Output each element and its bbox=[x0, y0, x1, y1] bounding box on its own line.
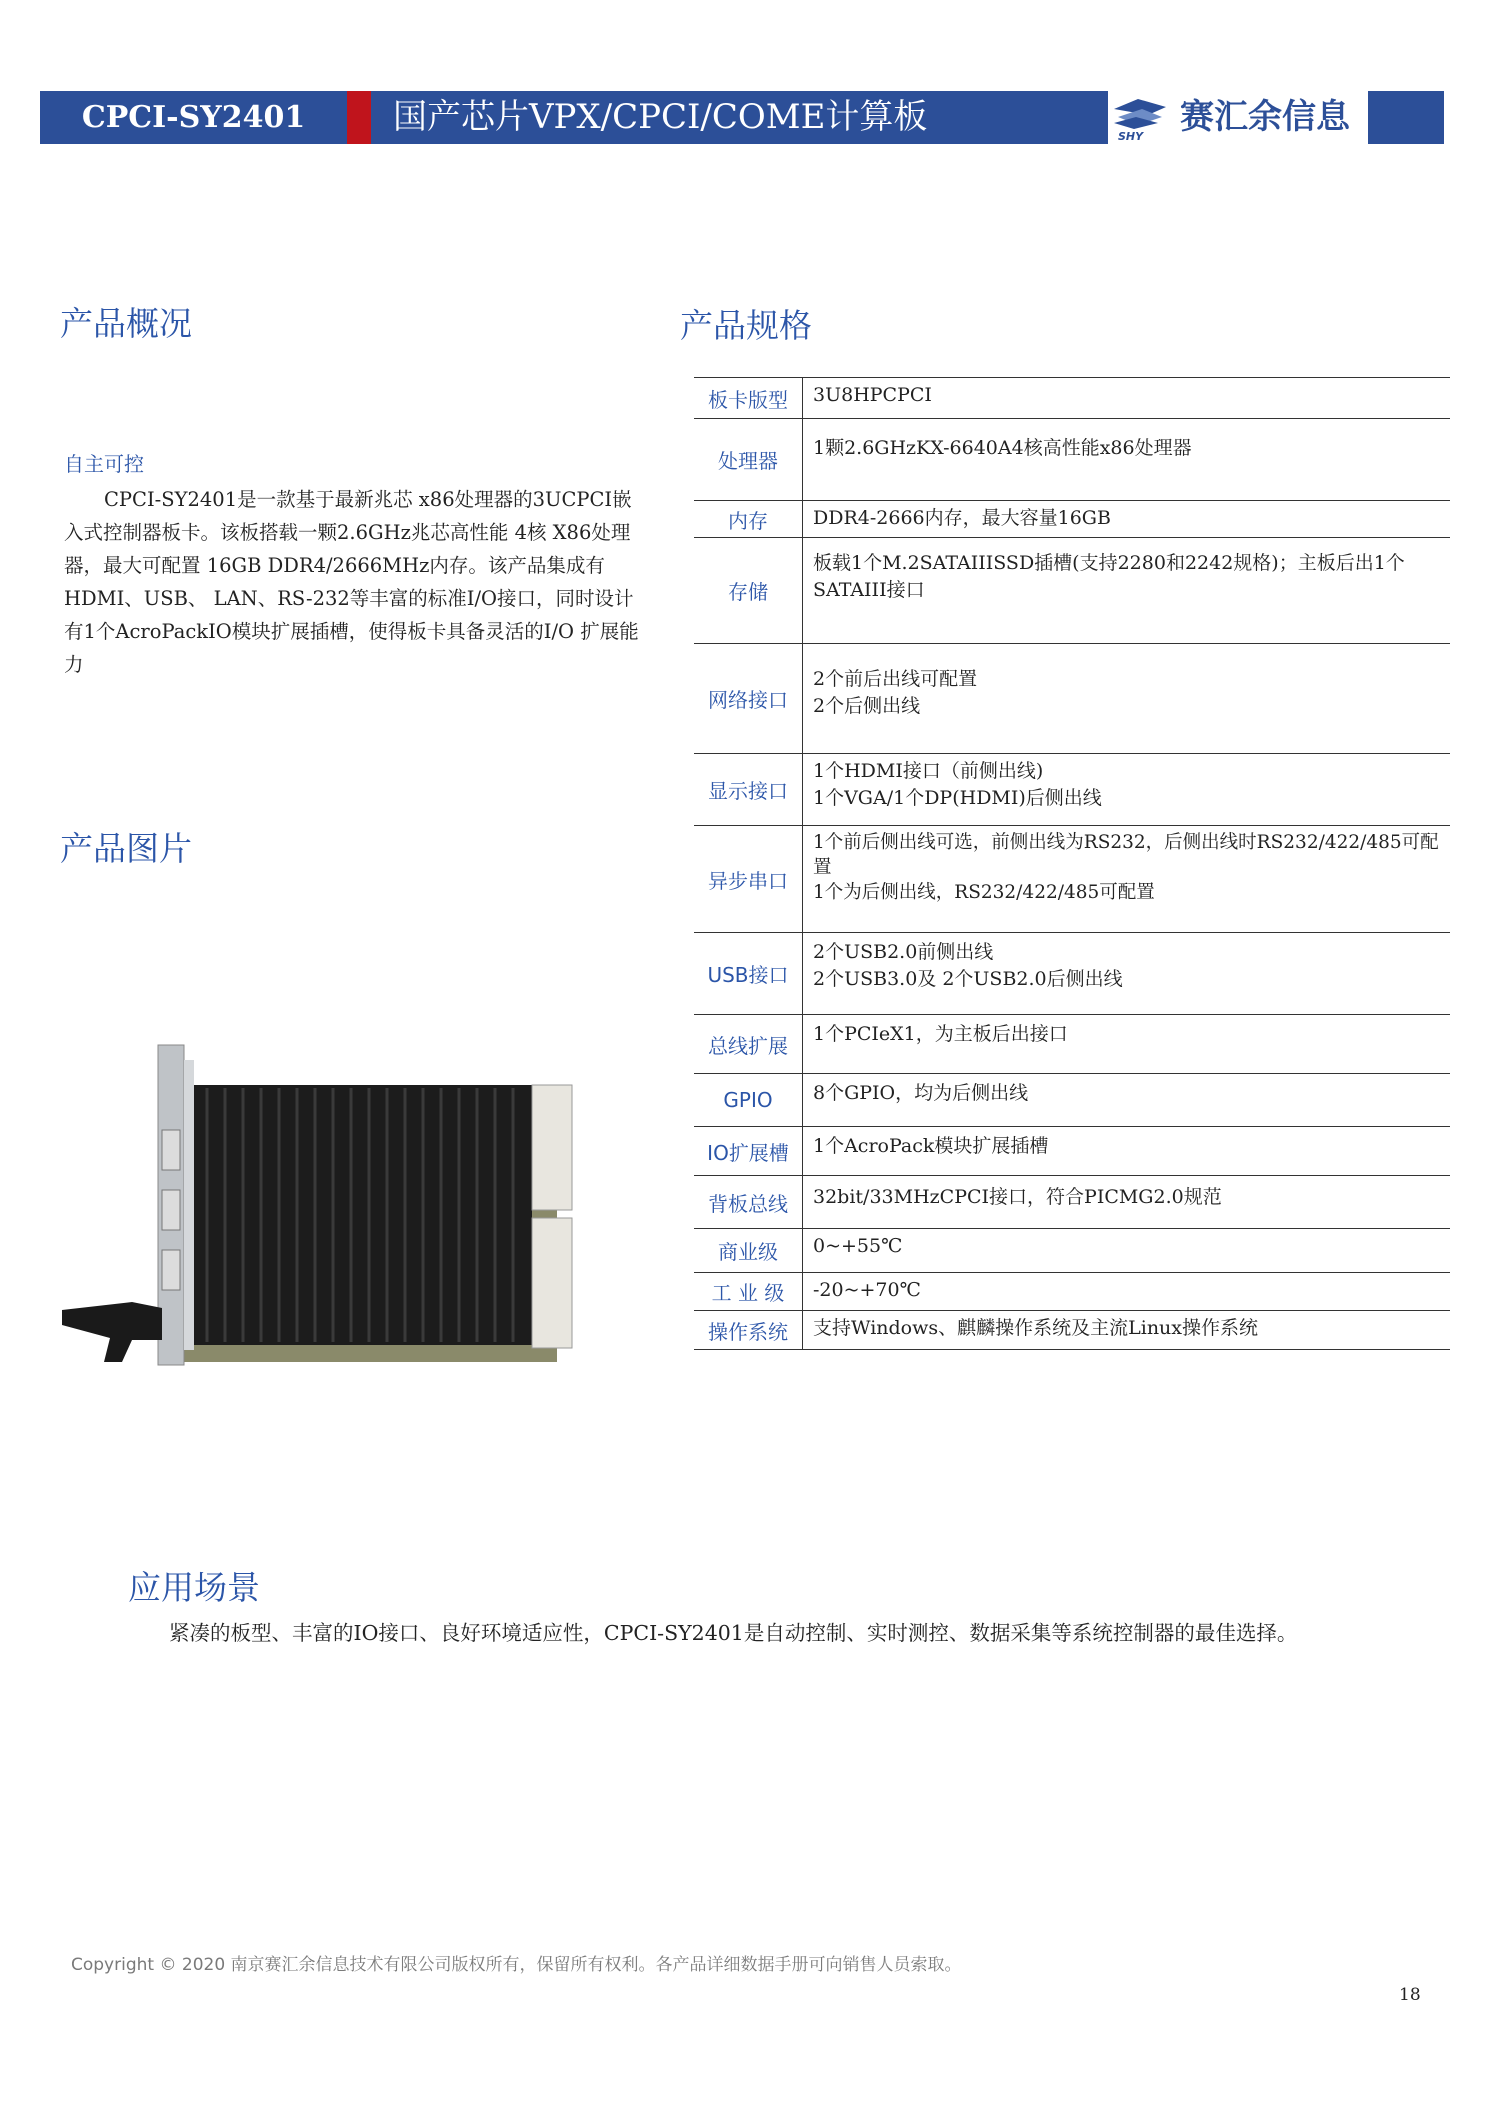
spec-value: 1个PCIeX1，为主板后出接口 bbox=[813, 1023, 1068, 1045]
spec-key: 处理器 bbox=[694, 419, 803, 500]
spec-key: 显示接口 bbox=[694, 754, 803, 825]
spec-row bbox=[694, 1126, 1450, 1175]
spec-row bbox=[694, 1014, 1450, 1073]
spec-row bbox=[694, 500, 1450, 537]
spec-value: 支持Windows、麒麟操作系统及主流Linux操作系统 bbox=[813, 1317, 1259, 1339]
spec-row bbox=[694, 1228, 1450, 1272]
spec-row bbox=[694, 1310, 1450, 1350]
spec-value: 32bit/33MHzCPCI接口，符合PICMG2.0规范 bbox=[813, 1186, 1222, 1208]
spec-key: 网络接口 bbox=[694, 644, 803, 753]
spec-row bbox=[694, 932, 1450, 1014]
logo-mark-icon bbox=[1108, 95, 1172, 141]
overview-text: CPCI-SY2401是一款基于最新兆芯 x86处理器的3UCPCI嵌入式控制器板卡。该板搭载一颗2.6GHz兆芯高性能 4核 X86处理器，最大可配置 16GB DDR4/2666MHz内存。该产品集成有HDMI、USB、 LAN、RS-232等丰富的标准I/O接口，同时设计有1个AcroPackIO模块扩展插槽，使得板卡具备灵活的I/O 扩展能力 bbox=[64, 488, 639, 676]
spec-key: GPIO bbox=[694, 1074, 803, 1126]
spec-key: IO扩展槽 bbox=[694, 1127, 803, 1175]
spec-row bbox=[694, 643, 1450, 753]
picture-heading: 产品图片 bbox=[60, 829, 192, 868]
spec-row bbox=[694, 377, 1450, 418]
spec-value: 1个HDMI接口（前侧出线) 1个VGA/1个DP(HDMI)后侧出线 bbox=[813, 760, 1102, 809]
spec-key: 异步串口 bbox=[694, 826, 803, 932]
spec-row bbox=[694, 537, 1450, 643]
spec-value: 0~+55℃ bbox=[813, 1235, 903, 1257]
spec-key: 商业级 bbox=[694, 1229, 803, 1272]
copyright-notice: Copyright © 2020 南京赛汇余信息技术有限公司版权所有，保留所有权利。各产品详细数据手册可向销售人员索取。 bbox=[71, 1955, 962, 1975]
spec-row bbox=[694, 1175, 1450, 1228]
spec-key: USB接口 bbox=[694, 933, 803, 1014]
overview-subheading: 自主可控 bbox=[64, 452, 144, 476]
cpci-board-image bbox=[62, 1040, 582, 1370]
spec-key: 存储 bbox=[694, 538, 803, 643]
product-photo bbox=[62, 1040, 582, 1370]
spec-row bbox=[694, 753, 1450, 825]
spec-value: 2个前后出线可配置 2个后侧出线 bbox=[813, 668, 978, 717]
spec-row bbox=[694, 1272, 1450, 1310]
spec-value: 板载1个M.2SATAIIISSD插槽(支持2280和2242规格)；主板后出1个SATAIII接口 bbox=[813, 552, 1405, 601]
spec-key: 内存 bbox=[694, 501, 803, 537]
spec-table bbox=[694, 377, 1450, 1350]
spec-key: 总线扩展 bbox=[694, 1015, 803, 1073]
header-accent-bar bbox=[347, 91, 371, 144]
product-model: CPCI-SY2401 bbox=[40, 91, 347, 144]
company-logo bbox=[1108, 91, 1368, 144]
overview-heading: 产品概况 bbox=[60, 304, 192, 343]
spec-key: 板卡版型 bbox=[694, 378, 803, 418]
spec-row bbox=[694, 1073, 1450, 1126]
spec-value: 3U8HPCPCI bbox=[813, 384, 932, 406]
spec-value: -20~+70℃ bbox=[813, 1279, 921, 1301]
brand-name: 赛汇余信息 bbox=[1180, 97, 1350, 137]
page-number: 18 bbox=[1399, 1985, 1421, 2005]
spec-value: 2个USB2.0前侧出线 2个USB3.0及 2个USB2.0后侧出线 bbox=[813, 941, 1123, 990]
spec-value: 1颗2.6GHzKX-6640A4核高性能x86处理器 bbox=[813, 437, 1192, 459]
spec-key: 工 业 级 bbox=[694, 1273, 803, 1310]
logo-mark-text: SHY bbox=[1118, 130, 1144, 141]
spec-key: 背板总线 bbox=[694, 1176, 803, 1228]
application-heading: 应用场景 bbox=[128, 1568, 260, 1607]
application-text: 紧凑的板型、丰富的IO接口、良好环境适应性，CPCI-SY2401是自动控制、实时测控、数据采集等系统控制器的最佳选择。 bbox=[169, 1621, 1298, 1645]
spec-key: 操作系统 bbox=[694, 1311, 803, 1349]
spec-row bbox=[694, 418, 1450, 500]
header-end-block bbox=[1368, 91, 1444, 144]
spec-heading: 产品规格 bbox=[680, 306, 812, 345]
spec-value: DDR4-2666内存，最大容量16GB bbox=[813, 507, 1111, 529]
spec-value: 1个前后侧出线可选，前侧出线为RS232，后侧出线时RS232/422/485可配置 1个为后侧出线，RS232/422/485可配置 bbox=[813, 832, 1439, 903]
spec-row bbox=[694, 825, 1450, 932]
spec-value: 1个AcroPack模块扩展插槽 bbox=[813, 1135, 1049, 1157]
header-title: 国产芯片VPX/CPCI/COME计算板 bbox=[371, 91, 1108, 144]
header-bar bbox=[40, 91, 1444, 144]
spec-value: 8个GPIO，均为后侧出线 bbox=[813, 1082, 1029, 1104]
